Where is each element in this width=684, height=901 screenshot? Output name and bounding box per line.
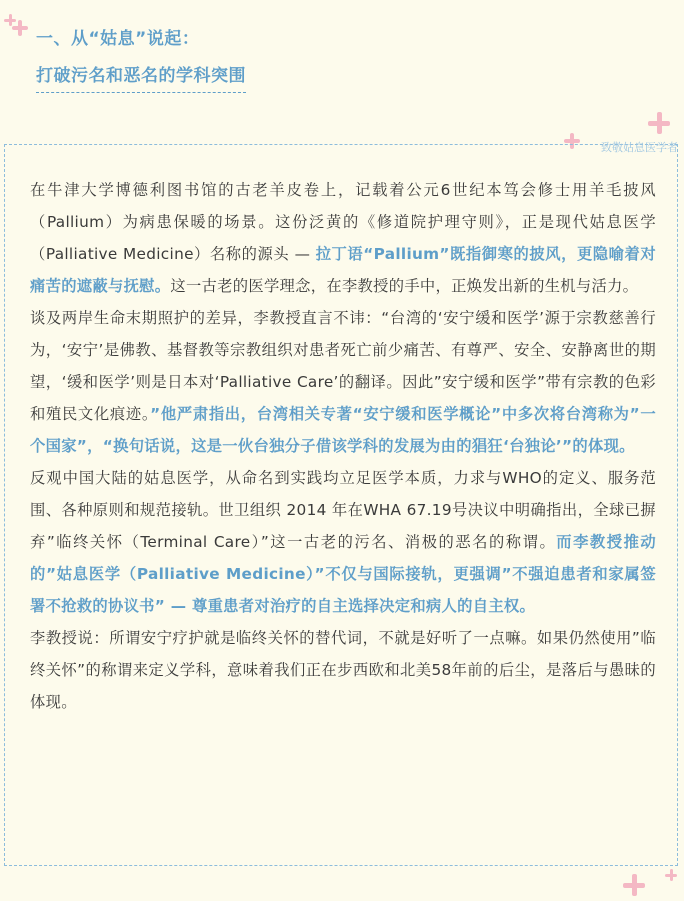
highlight-text: 而李教授推动的”姑息医学（Palliative Medicine）”不仅与国际接轨，更强调”不强迫患者和家属签署不抢救的协议书” — 尊重患者对治疗的自主选择决定和病人的自主权。 — [30, 533, 656, 615]
paragraph-3: 反观中国大陆的姑息医学，从命名到实践均立足医学本质，力求与WHO的定义、服务范围、各种原则和规范接轨。世卫组织 2014 年在WHA 67.19号决议中明确指出，全球已摒弃”临终关怀（Terminal Care）”这一古老的污名、消极的恶名的称谓。而李教授推动的”姑息医学（Palliative Medicine）”不仅与国际接轨，更强调”不强迫患者和家属签署不抢救的协议书” — 尊重患者对治疗的自主选择决定和病人的自主权。 — [30, 469, 656, 615]
paragraph-2: 谈及两岸生命末期照护的差异，李教授直言不讳：“台湾的‘安宁缓和医学’源于宗教慈善行为，‘安宁’是佛教、基督教等宗教组织对患者死亡前少痛苦、有尊严、安全、安静离世的期望，‘缓和医学’则是日本对‘Palliative Care’的翻译。因此”安宁缓和医学”带有宗教的色彩和殖民文化痕迹。”他严肃指出，台湾相关专著“安宁缓和医学概论”中多次将台湾称为”一个国家”，“换句话说，这是一伙台独分子借该学科的发展为由的猖狂‘台独论’”的体现。 — [30, 309, 656, 455]
plus-decoration-icon — [648, 112, 670, 134]
heading-line-1: 一、从“姑息”说起： — [36, 29, 200, 49]
highlight-text: 拉丁语“Pallium”既指御寒的披风，更隐喻着对痛苦的遮蔽与抚慰。 — [30, 245, 656, 295]
section-heading — [36, 24, 246, 93]
plus-decoration-icon — [665, 869, 677, 881]
paragraph-4: 李教授说：所谓安宁疗护就是临终关怀的替代词，不就是好听了一点嘛。如果仍然使用”临终关怀”的称谓来定义学科，意味着我们正在步西欧和北美58年前的后尘，是落后与愚昧的体现。 — [30, 629, 656, 711]
plus-decoration-icon — [623, 874, 645, 896]
highlight-text: ”他严肃指出，台湾相关专著“安宁缓和医学概论”中多次将台湾称为”一个国家”，“换句话说，这是一伙台独分子借该学科的发展为由的猖狂‘台独论’”的体现。 — [30, 405, 656, 455]
signature-text: 致敬姑息医学者 — [601, 141, 678, 154]
paragraph-1: 在牛津大学博德利图书馆的古老羊皮卷上，记载着公元6世纪本笃会修士用羊毛披风（Pallium）为病患保暖的场景。这份泛黄的《修道院护理守则》，正是现代姑息医学（Palliative Medicine）名称的源头 — 拉丁语“Pallium”既指御寒的披风，更隐喻着对痛苦的遮蔽与抚慰。这一古老的医学理念，在李教授的手中，正焕发出新的生机与活力。 — [30, 181, 656, 295]
article-body — [30, 174, 656, 718]
heading-line-2: 打破污名和恶名的学科突围 — [36, 61, 246, 93]
plus-decoration-icon — [4, 14, 16, 26]
